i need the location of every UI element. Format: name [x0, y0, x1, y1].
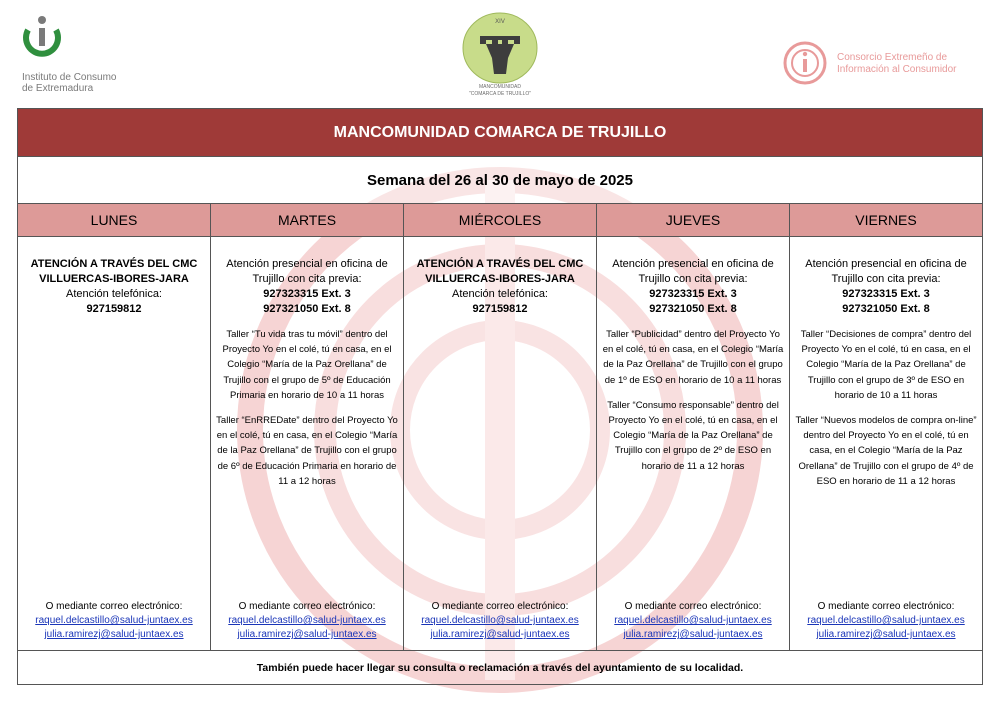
mail-block [408, 600, 592, 642]
workshop-2: Taller “Consumo responsable” dentro del Proyecto Yo en el colé, tú en casa, en el Colegio “María de la Paz Orellana” de Trujillo con el grupo de 2º de ESO en horario de 11 a 12 horas [607, 399, 779, 472]
instituto-consumo-logo [22, 14, 172, 94]
day-columns [18, 237, 982, 651]
schedule-title: MANCOMUNIDAD COMARCA DE TRUJILLO [18, 109, 982, 157]
email-link-raquel[interactable]: raquel.delcastillo@salud-juntaex.es [614, 615, 772, 626]
castle-emblem-icon [450, 8, 550, 84]
week-label: Semana del 26 al 30 de mayo de 2025 [18, 157, 982, 204]
mail-intro: O mediante correo electrónico: [817, 601, 955, 612]
day-header-miercoles: MIÉRCOLES [404, 204, 597, 236]
phone-1: 927159812 [86, 303, 142, 315]
phone-2: 927321050 Ext. 8 [263, 303, 351, 315]
email-link-julia[interactable]: julia.ramirezj@salud-juntaex.es [237, 629, 377, 640]
mail-block [601, 600, 785, 642]
center-logo-caption-2: "COMARCA DE TRUJILLO" [468, 91, 532, 97]
attention-title: ATENCIÓN A TRAVÉS DEL CMC VILLUERCAS-IBORES-JARA [416, 258, 584, 285]
right-logo-text: Consorcio Extremeño de Información al Consumidor [837, 52, 957, 75]
day-column-lunes [18, 237, 211, 650]
consumer-person-icon [22, 14, 62, 68]
mail-intro: O mediante correo electrónico: [45, 601, 183, 612]
phone-1: 927323315 Ext. 3 [842, 288, 930, 300]
attention-title: ATENCIÓN A TRAVÉS DEL CMC VILLUERCAS-IBORES-JARA [30, 258, 198, 285]
mail-intro: O mediante correo electrónico: [624, 601, 762, 612]
email-link-julia[interactable]: julia.ramirezj@salud-juntaex.es [816, 629, 956, 640]
day-column-miercoles [404, 237, 597, 650]
email-link-julia[interactable]: julia.ramirezj@salud-juntaex.es [623, 629, 763, 640]
email-link-julia[interactable]: julia.ramirezj@salud-juntaex.es [44, 629, 184, 640]
consorcio-logo [782, 40, 982, 84]
attention-line: Atención presencial en oficina de Trujillo con cita previa: [612, 258, 774, 285]
day-column-martes [211, 237, 404, 650]
phone-2: 927321050 Ext. 8 [842, 303, 930, 315]
day-column-viernes [790, 237, 982, 650]
attention-line: Atención presencial en oficina de Trujillo con cita previa: [805, 258, 967, 285]
attention-line: Atención telefónica: [451, 288, 548, 300]
mail-intro: O mediante correo electrónico: [238, 601, 376, 612]
header-logos [0, 0, 1000, 108]
roman-numeral: XIV [495, 19, 505, 25]
workshop-1: Taller “Tu vida tras tu móvil” dentro del Proyecto Yo en el colé, tú en casa, en el Colegio “María de la Paz Orellana” de Trujillo con el grupo de 5º de Educación Primaria en horario de 10 a 11 horas [222, 329, 392, 401]
email-link-raquel[interactable]: raquel.delcastillo@salud-juntaex.es [807, 615, 965, 626]
workshop-2: Taller “EnRREDate” dentro del Proyecto Yo en el colé, tú en casa, en el Colegio “María de la Paz Orellana” de Trujillo con el grupo de 6º de Educación Primaria en horario de 11 a 12 horas [216, 415, 398, 487]
day-header-jueves: JUEVES [597, 204, 790, 236]
day-header-martes: MARTES [211, 204, 404, 236]
mail-block [794, 600, 978, 642]
email-link-julia[interactable]: julia.ramirezj@salud-juntaex.es [430, 629, 570, 640]
workshop-1: Taller “Publicidad” dentro del Proyecto Yo en el colé, tú en casa, en el Colegio “María de la Paz Orellana” de Trujillo con el grupo de 1º de ESO en horario de 10 a 11 horas [602, 329, 784, 386]
center-logo-caption-1: MANCOMUNIDAD [479, 84, 521, 90]
phone-1: 927159812 [472, 303, 528, 315]
mail-intro: O mediante correo electrónico: [431, 601, 569, 612]
mail-block [215, 600, 399, 642]
workshop-1: Taller “Decisiones de compra” dentro del Proyecto Yo en el colé, tú en casa, en el Colegio “María de la Paz Orellana” de Trujillo con el grupo de 3º de ESO en horario de 10 a 11 horas [800, 329, 972, 401]
footer-note: También puede hacer llegar su consulta o reclamación a través del ayuntamiento de su localidad. [256, 661, 744, 674]
day-header-viernes: VIERNES [855, 212, 917, 228]
mail-block [22, 600, 206, 642]
day-headers [18, 204, 982, 237]
email-link-raquel[interactable]: raquel.delcastillo@salud-juntaex.es [421, 615, 579, 626]
mancomunidad-logo [450, 8, 550, 104]
phone-2: 927321050 Ext. 8 [649, 303, 737, 315]
day-column-jueves [597, 237, 790, 650]
left-logo-text: Instituto de Consumo de Extremadura [22, 72, 117, 94]
phone-1: 927323315 Ext. 3 [649, 288, 737, 300]
attention-line: Atención presencial en oficina de Trujillo con cita previa: [226, 258, 388, 285]
day-header-lunes: LUNES [18, 204, 211, 236]
email-link-raquel[interactable]: raquel.delcastillo@salud-juntaex.es [35, 615, 193, 626]
email-link-raquel[interactable]: raquel.delcastillo@salud-juntaex.es [228, 615, 386, 626]
phone-1: 927323315 Ext. 3 [263, 288, 351, 300]
attention-line: Atención telefónica: [65, 288, 162, 300]
workshop-2: Taller “Nuevos modelos de compra on-line” dentro del Proyecto Yo en el colé, tú en casa, en el Colegio “María de la Paz Orellana” de Trujillo con el grupo de 4º de ESO en horario de 11 a 12 horas [795, 415, 977, 487]
schedule-table [17, 108, 983, 685]
info-circle-icon [782, 40, 828, 86]
